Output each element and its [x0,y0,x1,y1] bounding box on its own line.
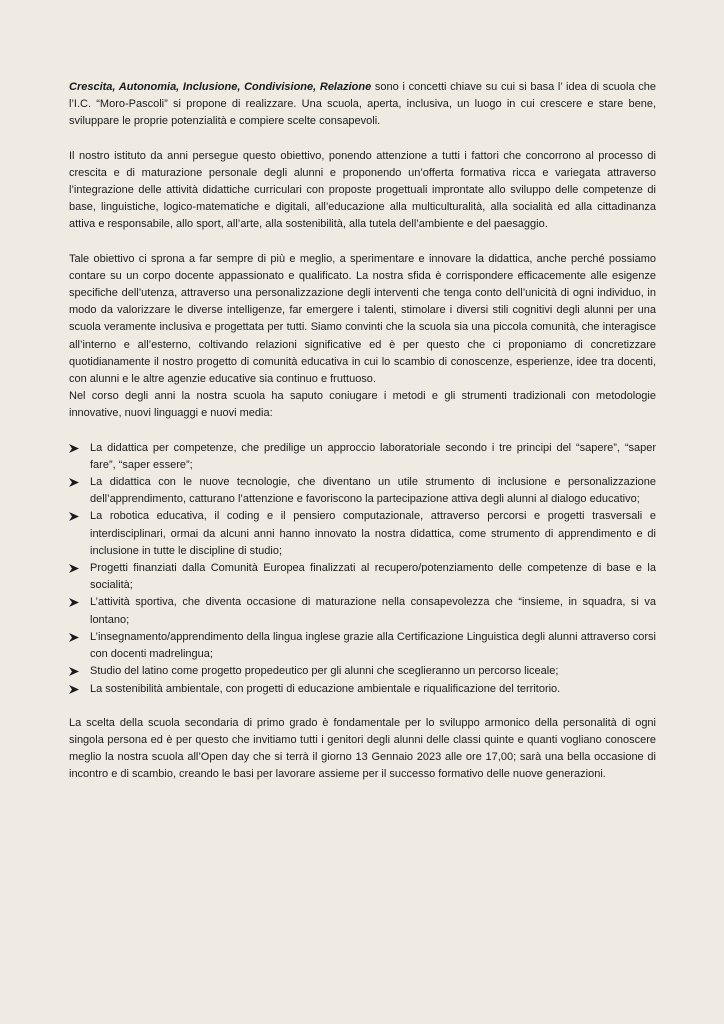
paragraph-challenge: Tale obiettivo ci sprona a far sempre di più e meglio, a sperimentare e innovare la didattica, anche perché possiamo contare su un corpo docente appassionato e qualificato. La nostra sfida è corrispondere efficacemente alle esigenze specifiche dell’utenza, attraverso una personalizzazione degli interventi che tenga conto dell’unicità di ogni individuo, in modo da valorizzare le diverse intelligenze, far emergere i talenti, stimolare i diversi stili cognitivi degli alunni per una scuola veramente inclusiva e progettata per tutti. Siamo convinti che la scuola sia una piccola comunità, che interagisce all’interno e all’esterno, coltivando relazioni significative ed è per questo che ci proponiamo di concretizzare quotidianamente il nostro progetto di comunità educativa in cui lo scambio di conoscenze, esperienze, idee tra docenti, con alunni e le altre agenzie educative sia continuo e fruttuoso. [69,252,656,386]
paragraph-methods: Nel corso degli anni la nostra scuola ha saputo coniugare i metodi e gli strumenti tradizionali con metodologie innovative, nuovi linguaggi e nuovi media: [69,390,656,420]
list-item [69,474,656,508]
intro-paragraph [69,79,656,131]
list-item [69,681,656,698]
list-item [69,508,656,560]
spacer [69,234,656,251]
list-item [69,560,656,594]
arrowhead-bullet-icon [69,560,81,577]
intro-text: sono i concetti chiave su cui si basa l’ idea di scuola che l’I.C. “Moro-Pascoli” si propone di realizzare. Una scuola, aperta, inclusiva, un luogo in cui crescere e stare bene, sviluppare le proprie potenzialità e compiere scelte consapevoli. [69,81,656,128]
list-item-text: L’insegnamento/apprendimento della lingua inglese grazie alla Certificazione Linguistica degli alunni attraverso corsi con docenti madrelingua; [90,630,656,661]
list-item [69,440,656,474]
arrowhead-bullet-icon [69,508,81,525]
arrowhead-bullet-icon [69,474,81,491]
methods-list [69,440,656,698]
list-item-text: La robotica educativa, il coding e il pensiero computazionale, attraverso percorsi e progetti trasversali e interdisciplinari, ormai da alcuni anni hanno innovato la nostra didattica, come strumento di apprendimento e di inclusione in tutte le discipline di studio; [90,510,656,557]
arrowhead-bullet-icon [69,663,81,680]
arrowhead-bullet-icon [69,629,81,646]
list-item-text: L’attività sportiva, che diventa occasione di maturazione nella consapevolezza che “insieme, in squadra, si va lontano; [90,596,656,626]
list-item-text: La didattica con le nuove tecnologie, che diventano un utile strumento di inclusione e personalizzazione dell’apprendimento, catturano l’attenzione e favoriscono la partecipazione attiva degli alunni al dialogo educativo; [90,476,656,506]
list-item-text: Progetti finanziati dalla Comunità Europea finalizzati al recupero/potenziamento delle competenze di base e la socialità; [90,562,656,592]
list-item [69,594,656,628]
closing-paragraph: La scelta della scuola secondaria di primo grado è fondamentale per lo sviluppo armonico della personalità di ogni singola persona ed è per questo che invitiamo tutti i genitori degli alunni delle classi quinte e quanti vogliano conoscere meglio la nostra scuola all’Open day che si terrà il giorno 13 Gennaio 2023 alle ore 17,00; sarà una bella occasione di incontro e di scambio, creando le basi per lavorare assieme per il successo formativo delle nuove generazioni. [69,716,656,781]
spacer [69,131,656,148]
arrowhead-bullet-icon [69,440,81,457]
arrowhead-bullet-icon [69,681,81,698]
spacer [69,423,656,440]
list-item [69,629,656,663]
list-item [69,663,656,680]
arrowhead-bullet-icon [69,594,81,611]
spacer [69,698,656,715]
paragraph-mission: Il nostro istituto da anni persegue questo obiettivo, ponendo attenzione a tutti i fattori che concorrono al processo di crescita e di maturazione personale degli alunni e proponendo un’offerta formativa ricca e variegata attraverso l’integrazione delle attività didattiche curriculari con proposte progettuali improntate allo sviluppo delle competenze di base, linguistiche, logico-matematiche e digitali, all’educazione alla multiculturalità, alla socialità ed alla cittadinanza attiva e responsabile, allo sport, all’arte, alla sostenibilità, alla tutela dell’ambiente e del paesaggio. [69,149,656,231]
list-item-text: La didattica per competenze, che predilige un approccio laboratoriale secondo i tre principi del “sapere”, “saper fare”, “saper essere”; [90,441,656,471]
list-item-text: Studio del latino come progetto propedeutico per gli alunni che sceglieranno un percorso liceale; [90,665,559,678]
intro-keywords: Crescita, Autonomia, Inclusione, Condivisione, Relazione [69,81,372,93]
list-item-text: La sostenibilità ambientale, con progetti di educazione ambientale e riqualificazione del territorio. [90,682,561,695]
